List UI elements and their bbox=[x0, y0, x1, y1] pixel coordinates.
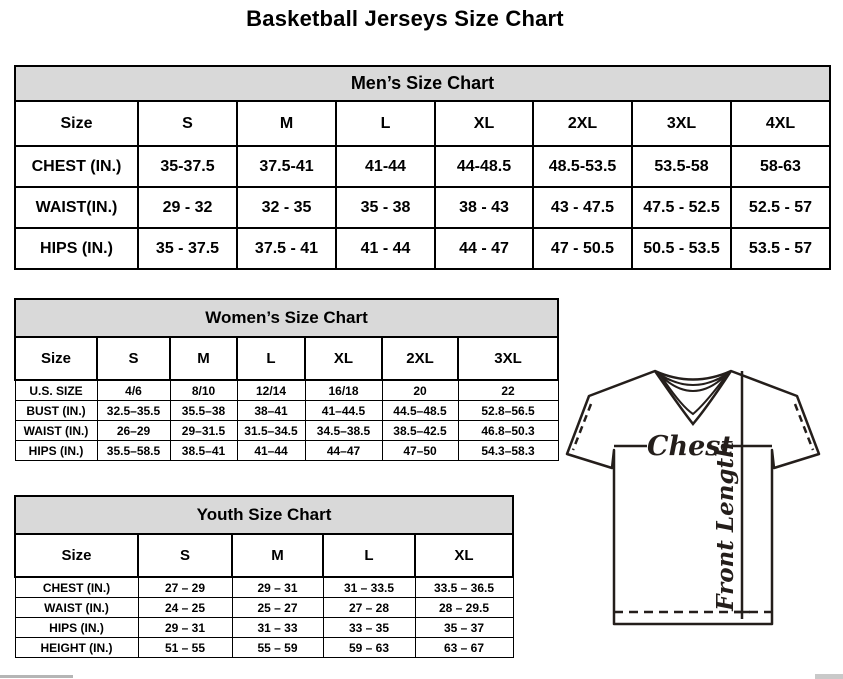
size-cell: 29–31.5 bbox=[170, 421, 237, 441]
size-cell: 8/10 bbox=[170, 380, 237, 401]
size-cell: 48.5-53.5 bbox=[533, 146, 632, 187]
size-cell: 55 – 59 bbox=[232, 638, 323, 658]
row-label: WAIST (IN.) bbox=[15, 421, 97, 441]
col-header: 3XL bbox=[458, 337, 558, 380]
size-cell: 26–29 bbox=[97, 421, 170, 441]
col-header: S bbox=[97, 337, 170, 380]
size-cell: 27 – 28 bbox=[323, 598, 415, 618]
size-cell: 41–44 bbox=[237, 441, 305, 461]
size-cell: 33 – 35 bbox=[323, 618, 415, 638]
size-cell: 52.8–56.5 bbox=[458, 401, 558, 421]
size-cell: 53.5-58 bbox=[632, 146, 731, 187]
size-cell: 29 – 31 bbox=[138, 618, 232, 638]
size-cell: 32.5–35.5 bbox=[97, 401, 170, 421]
table-row bbox=[15, 421, 558, 441]
row-label: HIPS (IN.) bbox=[15, 618, 138, 638]
col-header: M bbox=[237, 101, 336, 146]
size-cell: 35.5–58.5 bbox=[97, 441, 170, 461]
mens-table-title: Men’s Size Chart bbox=[15, 66, 830, 101]
size-cell: 4/6 bbox=[97, 380, 170, 401]
size-cell: 38 - 43 bbox=[435, 187, 533, 228]
table-row bbox=[15, 441, 558, 461]
col-header: XL bbox=[305, 337, 382, 380]
row-label: HIPS (IN.) bbox=[15, 441, 97, 461]
col-header: S bbox=[138, 534, 232, 577]
size-cell: 35-37.5 bbox=[138, 146, 237, 187]
size-cell: 24 – 25 bbox=[138, 598, 232, 618]
page-title: Basketball Jerseys Size Chart bbox=[246, 6, 564, 31]
size-cell: 47 - 50.5 bbox=[533, 228, 632, 269]
mens-size-table bbox=[14, 65, 831, 270]
table-row bbox=[15, 380, 558, 401]
col-header: M bbox=[232, 534, 323, 577]
size-cell: 47.5 - 52.5 bbox=[632, 187, 731, 228]
size-cell: 43 - 47.5 bbox=[533, 187, 632, 228]
row-label: WAIST (IN.) bbox=[15, 598, 138, 618]
col-header: 2XL bbox=[382, 337, 458, 380]
size-cell: 59 – 63 bbox=[323, 638, 415, 658]
col-header: Size bbox=[15, 337, 97, 380]
size-cell: 31 – 33.5 bbox=[323, 577, 415, 598]
table-row bbox=[15, 598, 513, 618]
womens-title-row bbox=[15, 299, 558, 337]
col-header: L bbox=[336, 101, 435, 146]
col-header: M bbox=[170, 337, 237, 380]
size-cell: 41 - 44 bbox=[336, 228, 435, 269]
table-row bbox=[15, 401, 558, 421]
size-cell: 22 bbox=[458, 380, 558, 401]
table-row bbox=[15, 638, 513, 658]
size-cell: 41–44.5 bbox=[305, 401, 382, 421]
size-cell: 52.5 - 57 bbox=[731, 187, 830, 228]
size-cell: 50.5 - 53.5 bbox=[632, 228, 731, 269]
row-label: HIPS (IN.) bbox=[15, 228, 138, 269]
size-cell: 38.5–42.5 bbox=[382, 421, 458, 441]
youth-header-row bbox=[15, 534, 513, 577]
size-cell: 34.5–38.5 bbox=[305, 421, 382, 441]
size-cell: 37.5 - 41 bbox=[237, 228, 336, 269]
front-length-label: Front Length bbox=[712, 441, 739, 611]
size-cell: 16/18 bbox=[305, 380, 382, 401]
size-cell: 33.5 – 36.5 bbox=[415, 577, 513, 598]
size-cell: 35 - 38 bbox=[336, 187, 435, 228]
row-label: BUST (IN.) bbox=[15, 401, 97, 421]
womens-size-table bbox=[14, 298, 559, 461]
col-header: XL bbox=[415, 534, 513, 577]
table-row bbox=[15, 577, 513, 598]
size-cell: 25 – 27 bbox=[232, 598, 323, 618]
jersey-outline bbox=[567, 371, 819, 624]
size-cell: 53.5 - 57 bbox=[731, 228, 830, 269]
size-cell: 44 - 47 bbox=[435, 228, 533, 269]
size-cell: 44–47 bbox=[305, 441, 382, 461]
mens-title-row bbox=[15, 66, 830, 101]
size-cell: 37.5-41 bbox=[237, 146, 336, 187]
size-cell: 27 – 29 bbox=[138, 577, 232, 598]
size-cell: 47–50 bbox=[382, 441, 458, 461]
size-cell: 12/14 bbox=[237, 380, 305, 401]
youth-size-table bbox=[14, 495, 514, 658]
womens-header-row bbox=[15, 337, 558, 380]
size-cell: 54.3–58.3 bbox=[458, 441, 558, 461]
bottom-right-fragment bbox=[815, 674, 843, 679]
size-cell: 35 – 37 bbox=[415, 618, 513, 638]
col-header: L bbox=[323, 534, 415, 577]
col-header: XL bbox=[435, 101, 533, 146]
col-header: Size bbox=[15, 534, 138, 577]
col-header: 2XL bbox=[533, 101, 632, 146]
jersey-measurement-diagram bbox=[557, 362, 842, 662]
table-row bbox=[15, 146, 830, 187]
size-cell: 29 - 32 bbox=[138, 187, 237, 228]
size-cell: 29 – 31 bbox=[232, 577, 323, 598]
size-cell: 20 bbox=[382, 380, 458, 401]
size-cell: 35.5–38 bbox=[170, 401, 237, 421]
row-label: CHEST (IN.) bbox=[15, 577, 138, 598]
mens-header-row bbox=[15, 101, 830, 146]
size-cell: 46.8–50.3 bbox=[458, 421, 558, 441]
row-label: U.S. SIZE bbox=[15, 380, 97, 401]
size-cell: 31 – 33 bbox=[232, 618, 323, 638]
row-label: HEIGHT (IN.) bbox=[15, 638, 138, 658]
womens-table-title: Women’s Size Chart bbox=[15, 299, 558, 337]
size-cell: 58-63 bbox=[731, 146, 830, 187]
chest-label: Chest bbox=[647, 431, 733, 462]
row-label: CHEST (IN.) bbox=[15, 146, 138, 187]
col-header: S bbox=[138, 101, 237, 146]
youth-table-title: Youth Size Chart bbox=[15, 496, 513, 534]
table-row bbox=[15, 187, 830, 228]
table-row bbox=[15, 618, 513, 638]
size-cell: 28 – 29.5 bbox=[415, 598, 513, 618]
size-cell: 44-48.5 bbox=[435, 146, 533, 187]
col-header: Size bbox=[15, 101, 138, 146]
bottom-left-fragment bbox=[0, 675, 73, 678]
size-cell: 41-44 bbox=[336, 146, 435, 187]
size-cell: 51 – 55 bbox=[138, 638, 232, 658]
size-cell: 38–41 bbox=[237, 401, 305, 421]
size-cell: 63 – 67 bbox=[415, 638, 513, 658]
youth-title-row bbox=[15, 496, 513, 534]
col-header: 4XL bbox=[731, 101, 830, 146]
size-cell: 35 - 37.5 bbox=[138, 228, 237, 269]
col-header: 3XL bbox=[632, 101, 731, 146]
size-cell: 32 - 35 bbox=[237, 187, 336, 228]
size-cell: 31.5–34.5 bbox=[237, 421, 305, 441]
size-cell: 38.5–41 bbox=[170, 441, 237, 461]
table-row bbox=[15, 228, 830, 269]
size-cell: 44.5–48.5 bbox=[382, 401, 458, 421]
row-label: WAIST(IN.) bbox=[15, 187, 138, 228]
col-header: L bbox=[237, 337, 305, 380]
